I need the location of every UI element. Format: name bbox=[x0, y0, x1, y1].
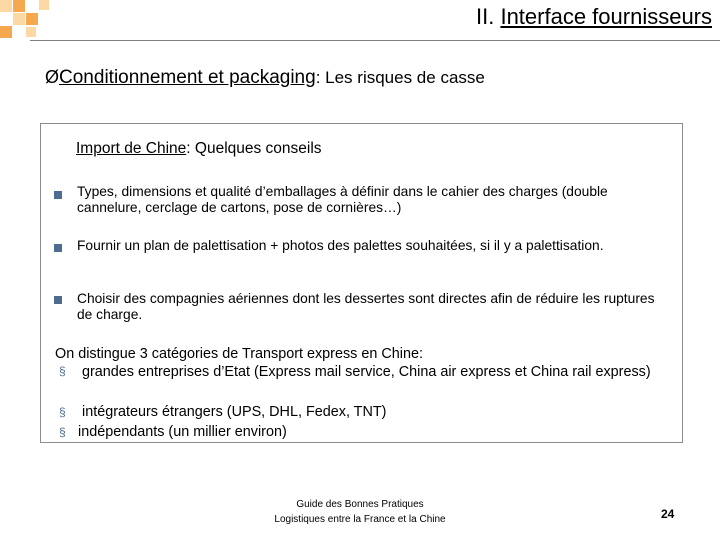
express-item: indépendants (un millier environ) bbox=[78, 424, 287, 440]
corner-decoration-icon bbox=[0, 0, 60, 44]
bullet-item: Types, dimensions et qualité d’emballages à définir dans le cahier des charges (double cannelure, cerclage de cartons, pose de cornières…) bbox=[77, 184, 608, 215]
content-box bbox=[40, 123, 683, 443]
bullet-item: Choisir des compagnies aériennes dont les dessertes sont directes afin de réduire les ruptures de charge. bbox=[77, 291, 655, 322]
square-bullet-icon bbox=[54, 244, 62, 252]
footer bbox=[240, 497, 480, 527]
subtitle-underlined: Conditionnement et packaging bbox=[59, 67, 316, 88]
section-bullet-icon: § bbox=[59, 405, 66, 419]
square-bullet-icon bbox=[54, 191, 62, 199]
footer-line-1: Guide des Bonnes Pratiques bbox=[296, 499, 424, 510]
subtitle-rest: : Les risques de casse bbox=[315, 68, 485, 87]
express-intro: On distingue 3 catégories de Transport express en Chine: bbox=[55, 346, 423, 362]
bullet-item: Fournir un plan de palettisation + photos des palettes souhaitées, si il y a palettisation. bbox=[77, 238, 604, 253]
slide-title bbox=[476, 4, 712, 30]
express-item: grandes entreprises d’Etat (Express mail service, China air express et China rail express) bbox=[82, 364, 651, 380]
header-divider bbox=[30, 40, 720, 41]
section-subtitle bbox=[45, 67, 485, 89]
section-bullet-icon: § bbox=[59, 364, 66, 378]
box-title-rest: : Quelques conseils bbox=[186, 140, 322, 157]
page-number: 24 bbox=[661, 507, 675, 521]
box-title bbox=[76, 140, 322, 158]
express-item: intégrateurs étrangers (UPS, DHL, Fedex, TNT) bbox=[82, 404, 387, 420]
section-bullet-icon: § bbox=[59, 425, 66, 439]
arrow-bullet-icon: Ø bbox=[45, 67, 60, 87]
square-bullet-icon bbox=[54, 296, 62, 304]
box-title-underlined: Import de Chine bbox=[76, 140, 187, 157]
footer-line-2: Logistiques entre la France et la Chine bbox=[274, 514, 446, 525]
title-underlined: Interface fournisseurs bbox=[500, 4, 712, 29]
title-prefix: II. bbox=[475, 4, 495, 29]
